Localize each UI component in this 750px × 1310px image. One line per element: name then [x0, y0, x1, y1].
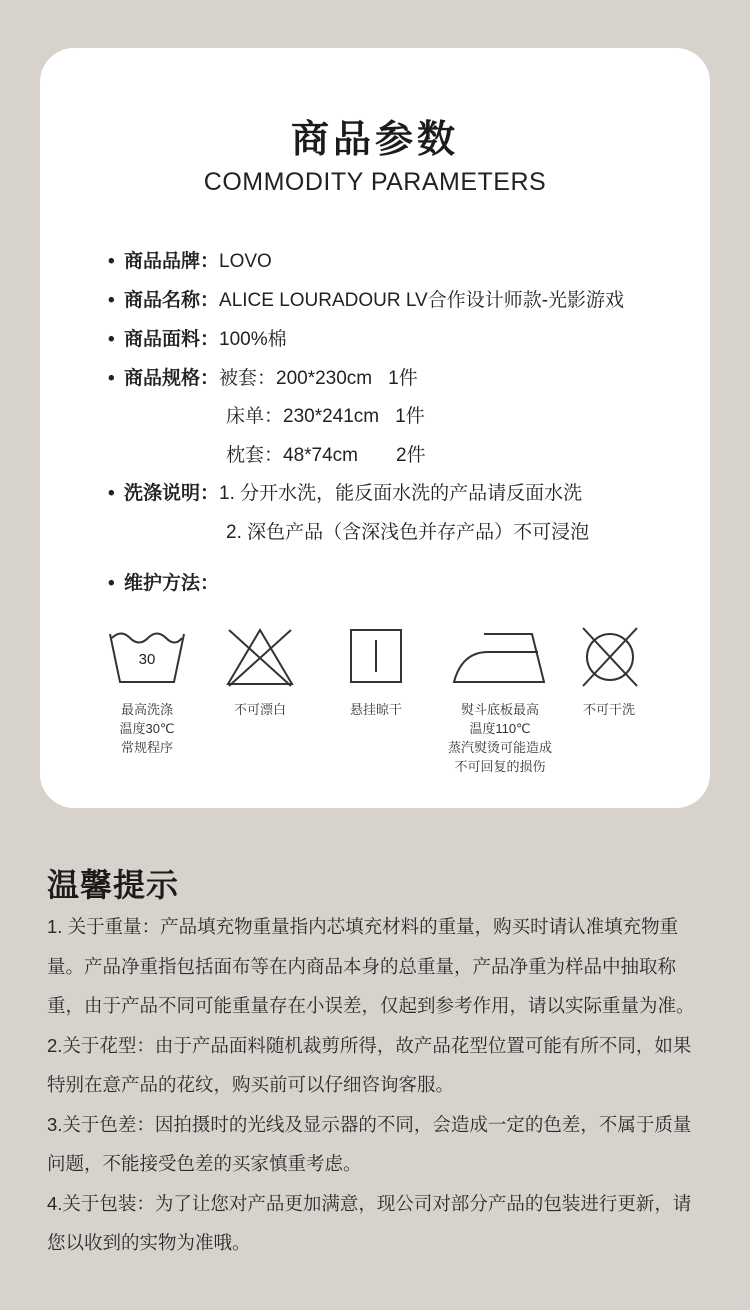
- tip-item: 1. 关于重量：产品填充物重量指内芯填充材料的重量，购买时请认准填充物重量。产品净重指包括面布等在内商品本身的总重量，产品净重为样品中抽取称重，由于产品不同可能重量存在小误差，仅起到参考作用，请以实际重量为准。: [47, 916, 695, 1016]
- spec-row: [226, 444, 426, 468]
- param-brand: [108, 250, 272, 274]
- spec-row: [226, 405, 425, 429]
- care-text: 温度30℃: [119, 721, 175, 736]
- param-spec: [108, 367, 418, 391]
- param-label: 商品品牌：: [124, 251, 220, 272]
- wash-temp-text: 30: [138, 651, 156, 668]
- line-dry-icon: [346, 626, 406, 688]
- no-dry-clean-icon: [577, 626, 643, 688]
- param-fabric: [108, 328, 287, 352]
- care-text: 不可干洗: [582, 702, 635, 717]
- care-text: 最高洗涤: [120, 702, 173, 717]
- care-label-iron: [435, 700, 565, 776]
- spec-item: 枕套：48*74cm: [226, 445, 358, 466]
- page-title: 商品参数: [290, 119, 459, 161]
- bullet: •: [108, 290, 115, 311]
- wash-line: 1. 分开水洗，能反面水洗的产品请反面水洗: [219, 483, 583, 504]
- param-label: 商品规格：: [124, 368, 220, 389]
- care-text: 熨斗底板最高: [460, 702, 539, 717]
- spec-item: 被套：200*230cm: [219, 368, 373, 389]
- spec-item: 床单：230*241cm: [226, 406, 380, 427]
- care-text: 不可漂白: [233, 702, 286, 717]
- wash-30-icon: [106, 626, 188, 688]
- bullet: •: [108, 329, 115, 350]
- iron-icon: [450, 626, 550, 688]
- wash-line: 2. 深色产品（含深浅色并存产品）不可浸泡: [226, 522, 590, 543]
- param-label: 洗涤说明：: [124, 483, 220, 504]
- param-wash: [108, 482, 582, 506]
- spec-qty: 1件: [395, 406, 425, 427]
- spec-qty: 2件: [396, 445, 426, 466]
- tips-list: [47, 907, 709, 1263]
- tip-item: 2.关于花型：由于产品面料随机裁剪所得，故产品花型位置可能有所不同，如果特别在意产品的花纹，购买前可以仔细咨询客服。: [47, 1034, 692, 1095]
- care-text: 温度110℃: [469, 721, 531, 736]
- param-label: 商品面料：: [124, 329, 220, 350]
- care-text: 不可回复的损伤: [454, 759, 546, 774]
- tip-item: 4.关于包装：为了让您对产品更加满意，现公司对部分产品的包装进行更新，请您以收到的实物为准哦。: [47, 1192, 692, 1253]
- param-label: 商品名称：: [124, 290, 220, 311]
- bullet: •: [108, 483, 115, 504]
- param-value: ALICE LOURADOUR LV合作设计师款-光影游戏: [219, 290, 625, 311]
- no-bleach-icon: [225, 626, 295, 688]
- spec-qty: 1件: [388, 368, 418, 389]
- param-care: [108, 572, 219, 596]
- param-value: LOVO: [219, 251, 272, 272]
- param-name: [108, 289, 624, 313]
- care-label-no-bleach: [200, 700, 320, 719]
- tips-title: 温馨提示: [47, 867, 180, 903]
- tip-item: 3.关于色差：因拍摄时的光线及显示器的不同，会造成一定的色差，不属于质量问题，不能接受色差的买家慎重考虑。: [47, 1113, 692, 1174]
- page-subtitle: COMMODITY PARAMETERS: [203, 168, 547, 196]
- bullet: •: [108, 251, 115, 272]
- wash-line-2: [226, 521, 589, 545]
- care-label-wash: [87, 700, 207, 757]
- care-label-line-dry: [316, 700, 436, 719]
- param-label: 维护方法：: [124, 573, 220, 594]
- care-text: 蒸汽熨烫可能造成: [447, 740, 552, 755]
- care-label-no-dry-clean: [549, 700, 669, 719]
- care-text: 悬挂晾干: [349, 702, 402, 717]
- bullet: •: [108, 573, 115, 594]
- param-value: 100%棉: [219, 329, 287, 350]
- bullet: •: [108, 368, 115, 389]
- care-text: 常规程序: [120, 740, 173, 755]
- parameters-card: [40, 48, 710, 808]
